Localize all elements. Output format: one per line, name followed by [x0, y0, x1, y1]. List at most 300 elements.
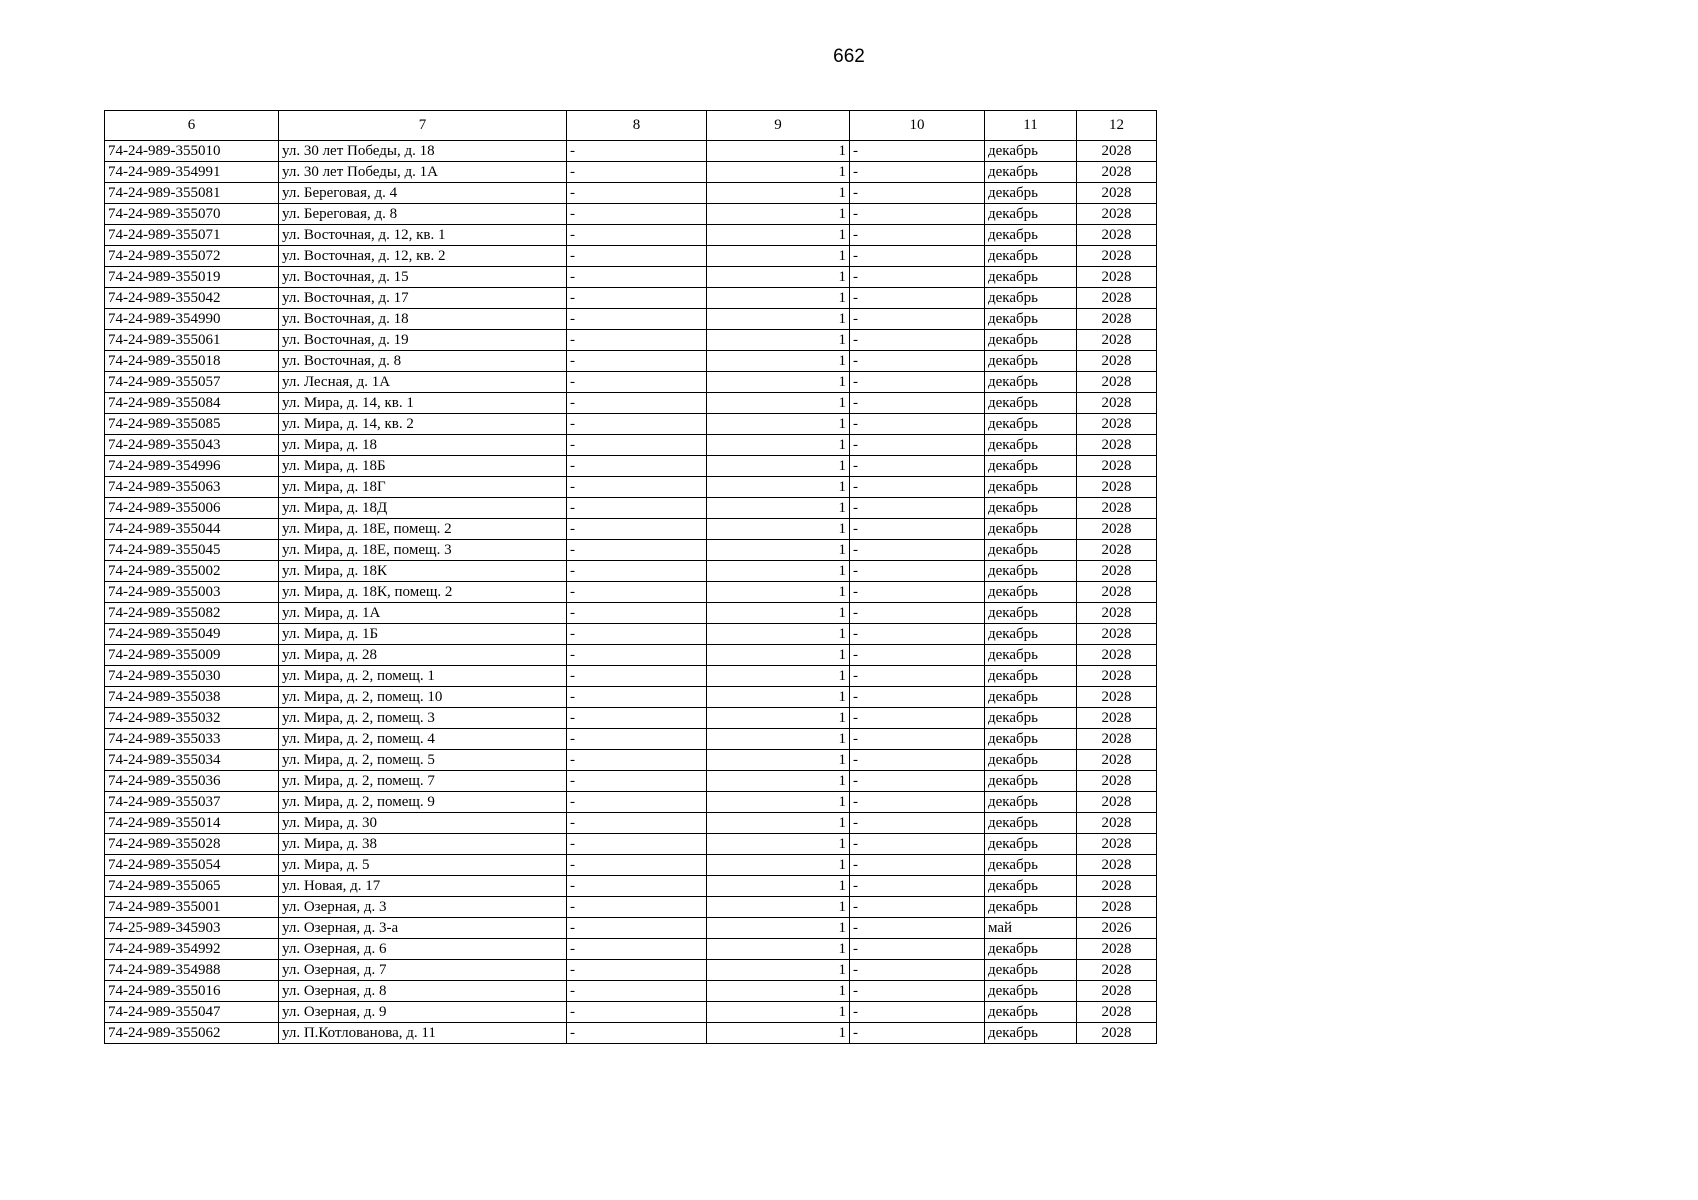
- quantity-cell: 1: [707, 477, 850, 498]
- year-cell: 2028: [1077, 603, 1157, 624]
- object-id-cell: 74-24-989-355047: [105, 1002, 279, 1023]
- table-row: [105, 393, 1157, 414]
- col8-cell: -: [567, 708, 707, 729]
- col8-cell: -: [567, 582, 707, 603]
- object-id-cell: 74-24-989-354990: [105, 309, 279, 330]
- quantity-cell: 1: [707, 288, 850, 309]
- col10-cell: -: [850, 309, 985, 330]
- col8-cell: -: [567, 414, 707, 435]
- col8-cell: -: [567, 960, 707, 981]
- col10-cell: -: [850, 477, 985, 498]
- month-cell: декабрь: [985, 267, 1077, 288]
- address-cell: ул. Береговая, д. 4: [279, 183, 567, 204]
- month-cell: декабрь: [985, 645, 1077, 666]
- year-cell: 2028: [1077, 498, 1157, 519]
- col10-cell: -: [850, 939, 985, 960]
- year-cell: 2028: [1077, 141, 1157, 162]
- col10-cell: -: [850, 435, 985, 456]
- col8-cell: -: [567, 519, 707, 540]
- quantity-cell: 1: [707, 393, 850, 414]
- quantity-cell: 1: [707, 351, 850, 372]
- table-row: [105, 267, 1157, 288]
- address-cell: ул. Мира, д. 18Е, помещ. 3: [279, 540, 567, 561]
- quantity-cell: 1: [707, 750, 850, 771]
- year-cell: 2028: [1077, 666, 1157, 687]
- col10-cell: -: [850, 288, 985, 309]
- col10-cell: -: [850, 897, 985, 918]
- table-row: [105, 708, 1157, 729]
- address-cell: ул. 30 лет Победы, д. 18: [279, 141, 567, 162]
- address-cell: ул. Восточная, д. 15: [279, 267, 567, 288]
- col10-cell: -: [850, 540, 985, 561]
- quantity-cell: 1: [707, 918, 850, 939]
- table-row: [105, 855, 1157, 876]
- month-cell: декабрь: [985, 834, 1077, 855]
- col10-cell: -: [850, 687, 985, 708]
- month-cell: декабрь: [985, 939, 1077, 960]
- quantity-cell: 1: [707, 267, 850, 288]
- object-id-cell: 74-24-989-354996: [105, 456, 279, 477]
- address-cell: ул. П.Котлованова, д. 11: [279, 1023, 567, 1044]
- col10-cell: -: [850, 645, 985, 666]
- object-id-cell: 74-24-989-355081: [105, 183, 279, 204]
- quantity-cell: 1: [707, 141, 850, 162]
- table-row: [105, 792, 1157, 813]
- object-id-cell: 74-24-989-355019: [105, 267, 279, 288]
- table-row: [105, 771, 1157, 792]
- month-cell: декабрь: [985, 435, 1077, 456]
- object-id-cell: 74-24-989-355065: [105, 876, 279, 897]
- table-row: [105, 246, 1157, 267]
- address-cell: ул. Новая, д. 17: [279, 876, 567, 897]
- month-cell: декабрь: [985, 288, 1077, 309]
- month-cell: декабрь: [985, 372, 1077, 393]
- col10-cell: -: [850, 246, 985, 267]
- object-id-cell: 74-24-989-355071: [105, 225, 279, 246]
- col8-cell: -: [567, 603, 707, 624]
- table-row: [105, 435, 1157, 456]
- col8-cell: -: [567, 1002, 707, 1023]
- table-row: [105, 918, 1157, 939]
- quantity-cell: 1: [707, 624, 850, 645]
- object-id-cell: 74-24-989-355063: [105, 477, 279, 498]
- table-row: [105, 519, 1157, 540]
- object-id-cell: 74-24-989-355037: [105, 792, 279, 813]
- header-row: [105, 111, 1157, 141]
- address-cell: ул. Озерная, д. 9: [279, 1002, 567, 1023]
- month-cell: декабрь: [985, 960, 1077, 981]
- address-cell: ул. Восточная, д. 8: [279, 351, 567, 372]
- col8-cell: -: [567, 330, 707, 351]
- object-id-cell: 74-24-989-355085: [105, 414, 279, 435]
- month-cell: декабрь: [985, 708, 1077, 729]
- year-cell: 2028: [1077, 708, 1157, 729]
- year-cell: 2026: [1077, 918, 1157, 939]
- col10-cell: -: [850, 792, 985, 813]
- object-id-cell: 74-25-989-345903: [105, 918, 279, 939]
- table-row: [105, 813, 1157, 834]
- quantity-cell: 1: [707, 834, 850, 855]
- col8-cell: -: [567, 729, 707, 750]
- object-id-cell: 74-24-989-355003: [105, 582, 279, 603]
- address-cell: ул. Мира, д. 5: [279, 855, 567, 876]
- month-cell: декабрь: [985, 393, 1077, 414]
- month-cell: декабрь: [985, 183, 1077, 204]
- table-row: [105, 1023, 1157, 1044]
- year-cell: 2028: [1077, 750, 1157, 771]
- col8-cell: -: [567, 771, 707, 792]
- table-row: [105, 498, 1157, 519]
- quantity-cell: 1: [707, 939, 850, 960]
- quantity-cell: 1: [707, 435, 850, 456]
- col10-cell: -: [850, 393, 985, 414]
- month-cell: декабрь: [985, 1023, 1077, 1044]
- quantity-cell: 1: [707, 771, 850, 792]
- address-cell: ул. 30 лет Победы, д. 1А: [279, 162, 567, 183]
- year-cell: 2028: [1077, 372, 1157, 393]
- col8-cell: -: [567, 645, 707, 666]
- table-row: [105, 330, 1157, 351]
- col8-cell: -: [567, 813, 707, 834]
- col8-cell: -: [567, 855, 707, 876]
- col8-cell: -: [567, 204, 707, 225]
- year-cell: 2028: [1077, 267, 1157, 288]
- month-cell: декабрь: [985, 309, 1077, 330]
- object-id-cell: 74-24-989-354991: [105, 162, 279, 183]
- month-cell: декабрь: [985, 582, 1077, 603]
- col10-cell: -: [850, 1023, 985, 1044]
- table-row: [105, 876, 1157, 897]
- year-cell: 2028: [1077, 393, 1157, 414]
- quantity-cell: 1: [707, 792, 850, 813]
- year-cell: 2028: [1077, 876, 1157, 897]
- col10-cell: -: [850, 456, 985, 477]
- month-cell: декабрь: [985, 246, 1077, 267]
- table-row: [105, 750, 1157, 771]
- object-id-cell: 74-24-989-355054: [105, 855, 279, 876]
- col8-cell: -: [567, 351, 707, 372]
- year-cell: 2028: [1077, 183, 1157, 204]
- month-cell: декабрь: [985, 687, 1077, 708]
- year-cell: 2028: [1077, 225, 1157, 246]
- table-row: [105, 960, 1157, 981]
- object-id-cell: 74-24-989-355044: [105, 519, 279, 540]
- month-cell: декабрь: [985, 225, 1077, 246]
- object-id-cell: 74-24-989-355042: [105, 288, 279, 309]
- col8-cell: -: [567, 981, 707, 1002]
- address-cell: ул. Мира, д. 2, помещ. 9: [279, 792, 567, 813]
- month-cell: декабрь: [985, 204, 1077, 225]
- year-cell: 2028: [1077, 960, 1157, 981]
- object-id-cell: 74-24-989-355014: [105, 813, 279, 834]
- table-row: [105, 981, 1157, 1002]
- col10-cell: -: [850, 1002, 985, 1023]
- quantity-cell: 1: [707, 246, 850, 267]
- object-id-cell: 74-24-989-355018: [105, 351, 279, 372]
- col8-cell: -: [567, 666, 707, 687]
- object-id-cell: 74-24-989-355070: [105, 204, 279, 225]
- table-row: [105, 561, 1157, 582]
- quantity-cell: 1: [707, 1002, 850, 1023]
- month-cell: декабрь: [985, 876, 1077, 897]
- col10-cell: -: [850, 771, 985, 792]
- quantity-cell: 1: [707, 729, 850, 750]
- address-cell: ул. Лесная, д. 1А: [279, 372, 567, 393]
- col8-cell: -: [567, 141, 707, 162]
- year-cell: 2028: [1077, 792, 1157, 813]
- object-id-cell: 74-24-989-355038: [105, 687, 279, 708]
- header-col-7: 7: [279, 111, 567, 141]
- table-row: [105, 624, 1157, 645]
- object-id-cell: 74-24-989-355072: [105, 246, 279, 267]
- address-cell: ул. Мира, д. 2, помещ. 1: [279, 666, 567, 687]
- year-cell: 2028: [1077, 645, 1157, 666]
- table-row: [105, 204, 1157, 225]
- object-id-cell: 74-24-989-355061: [105, 330, 279, 351]
- year-cell: 2028: [1077, 729, 1157, 750]
- col10-cell: -: [850, 372, 985, 393]
- col8-cell: -: [567, 435, 707, 456]
- col10-cell: -: [850, 414, 985, 435]
- header-col-9: 9: [707, 111, 850, 141]
- registry-table: [104, 110, 1157, 1044]
- header-col-11: 11: [985, 111, 1077, 141]
- year-cell: 2028: [1077, 246, 1157, 267]
- table-row: [105, 288, 1157, 309]
- address-cell: ул. Мира, д. 2, помещ. 5: [279, 750, 567, 771]
- col8-cell: -: [567, 183, 707, 204]
- object-id-cell: 74-24-989-355028: [105, 834, 279, 855]
- col10-cell: -: [850, 813, 985, 834]
- month-cell: декабрь: [985, 414, 1077, 435]
- month-cell: декабрь: [985, 498, 1077, 519]
- col10-cell: -: [850, 918, 985, 939]
- month-cell: декабрь: [985, 540, 1077, 561]
- object-id-cell: 74-24-989-354988: [105, 960, 279, 981]
- year-cell: 2028: [1077, 519, 1157, 540]
- col10-cell: -: [850, 876, 985, 897]
- month-cell: май: [985, 918, 1077, 939]
- address-cell: ул. Восточная, д. 17: [279, 288, 567, 309]
- year-cell: 2028: [1077, 561, 1157, 582]
- col10-cell: -: [850, 204, 985, 225]
- month-cell: декабрь: [985, 477, 1077, 498]
- table-row: [105, 351, 1157, 372]
- col8-cell: -: [567, 561, 707, 582]
- object-id-cell: 74-24-989-355030: [105, 666, 279, 687]
- address-cell: ул. Мира, д. 18: [279, 435, 567, 456]
- quantity-cell: 1: [707, 456, 850, 477]
- table-row: [105, 645, 1157, 666]
- month-cell: декабрь: [985, 456, 1077, 477]
- table-row: [105, 666, 1157, 687]
- col8-cell: -: [567, 456, 707, 477]
- col8-cell: -: [567, 309, 707, 330]
- quantity-cell: 1: [707, 708, 850, 729]
- quantity-cell: 1: [707, 225, 850, 246]
- object-id-cell: 74-24-989-355045: [105, 540, 279, 561]
- address-cell: ул. Мира, д. 18Б: [279, 456, 567, 477]
- table-row: [105, 372, 1157, 393]
- quantity-cell: 1: [707, 603, 850, 624]
- address-cell: ул. Мира, д. 28: [279, 645, 567, 666]
- year-cell: 2028: [1077, 456, 1157, 477]
- quantity-cell: 1: [707, 309, 850, 330]
- object-id-cell: 74-24-989-355006: [105, 498, 279, 519]
- quantity-cell: 1: [707, 645, 850, 666]
- col10-cell: -: [850, 225, 985, 246]
- object-id-cell: 74-24-989-355036: [105, 771, 279, 792]
- address-cell: ул. Мира, д. 14, кв. 1: [279, 393, 567, 414]
- col10-cell: -: [850, 561, 985, 582]
- table-row: [105, 729, 1157, 750]
- quantity-cell: 1: [707, 414, 850, 435]
- col10-cell: -: [850, 603, 985, 624]
- col10-cell: -: [850, 708, 985, 729]
- address-cell: ул. Мира, д. 14, кв. 2: [279, 414, 567, 435]
- address-cell: ул. Мира, д. 1А: [279, 603, 567, 624]
- year-cell: 2028: [1077, 624, 1157, 645]
- month-cell: декабрь: [985, 666, 1077, 687]
- address-cell: ул. Озерная, д. 8: [279, 981, 567, 1002]
- address-cell: ул. Озерная, д. 3-а: [279, 918, 567, 939]
- col10-cell: -: [850, 351, 985, 372]
- year-cell: 2028: [1077, 582, 1157, 603]
- month-cell: декабрь: [985, 624, 1077, 645]
- quantity-cell: 1: [707, 204, 850, 225]
- year-cell: 2028: [1077, 855, 1157, 876]
- col8-cell: -: [567, 918, 707, 939]
- col10-cell: -: [850, 960, 985, 981]
- month-cell: декабрь: [985, 750, 1077, 771]
- quantity-cell: 1: [707, 855, 850, 876]
- col8-cell: -: [567, 246, 707, 267]
- quantity-cell: 1: [707, 981, 850, 1002]
- object-id-cell: 74-24-989-355001: [105, 897, 279, 918]
- table-row: [105, 939, 1157, 960]
- year-cell: 2028: [1077, 330, 1157, 351]
- address-cell: ул. Восточная, д. 18: [279, 309, 567, 330]
- col10-cell: -: [850, 624, 985, 645]
- quantity-cell: 1: [707, 582, 850, 603]
- address-cell: ул. Мира, д. 18Г: [279, 477, 567, 498]
- quantity-cell: 1: [707, 666, 850, 687]
- col10-cell: -: [850, 141, 985, 162]
- address-cell: ул. Озерная, д. 7: [279, 960, 567, 981]
- object-id-cell: 74-24-989-355049: [105, 624, 279, 645]
- object-id-cell: 74-24-989-355032: [105, 708, 279, 729]
- quantity-cell: 1: [707, 162, 850, 183]
- table-row: [105, 687, 1157, 708]
- quantity-cell: 1: [707, 498, 850, 519]
- table-row: [105, 225, 1157, 246]
- quantity-cell: 1: [707, 813, 850, 834]
- col10-cell: -: [850, 981, 985, 1002]
- header-col-8: 8: [567, 111, 707, 141]
- quantity-cell: 1: [707, 897, 850, 918]
- table-header: [105, 111, 1157, 141]
- col10-cell: -: [850, 183, 985, 204]
- address-cell: ул. Мира, д. 1Б: [279, 624, 567, 645]
- address-cell: ул. Мира, д. 2, помещ. 10: [279, 687, 567, 708]
- month-cell: декабрь: [985, 519, 1077, 540]
- month-cell: декабрь: [985, 897, 1077, 918]
- object-id-cell: 74-24-989-355009: [105, 645, 279, 666]
- table-row: [105, 162, 1157, 183]
- month-cell: декабрь: [985, 981, 1077, 1002]
- col10-cell: -: [850, 267, 985, 288]
- table-row: [105, 897, 1157, 918]
- col10-cell: -: [850, 855, 985, 876]
- address-cell: ул. Озерная, д. 3: [279, 897, 567, 918]
- year-cell: 2028: [1077, 309, 1157, 330]
- address-cell: ул. Мира, д. 18К, помещ. 2: [279, 582, 567, 603]
- col10-cell: -: [850, 834, 985, 855]
- month-cell: декабрь: [985, 813, 1077, 834]
- month-cell: декабрь: [985, 351, 1077, 372]
- col8-cell: -: [567, 876, 707, 897]
- address-cell: ул. Восточная, д. 12, кв. 2: [279, 246, 567, 267]
- month-cell: декабрь: [985, 162, 1077, 183]
- col10-cell: -: [850, 582, 985, 603]
- object-id-cell: 74-24-989-355084: [105, 393, 279, 414]
- object-id-cell: 74-24-989-355016: [105, 981, 279, 1002]
- header-col-6: 6: [105, 111, 279, 141]
- address-cell: ул. Мира, д. 18Е, помещ. 2: [279, 519, 567, 540]
- table-row: [105, 582, 1157, 603]
- col8-cell: -: [567, 162, 707, 183]
- month-cell: декабрь: [985, 729, 1077, 750]
- year-cell: 2028: [1077, 351, 1157, 372]
- table-row: [105, 141, 1157, 162]
- table-row: [105, 456, 1157, 477]
- address-cell: ул. Береговая, д. 8: [279, 204, 567, 225]
- month-cell: декабрь: [985, 792, 1077, 813]
- col8-cell: -: [567, 939, 707, 960]
- col8-cell: -: [567, 288, 707, 309]
- year-cell: 2028: [1077, 813, 1157, 834]
- month-cell: декабрь: [985, 771, 1077, 792]
- object-id-cell: 74-24-989-355033: [105, 729, 279, 750]
- table-row: [105, 834, 1157, 855]
- year-cell: 2028: [1077, 204, 1157, 225]
- address-cell: ул. Мира, д. 2, помещ. 4: [279, 729, 567, 750]
- address-cell: ул. Восточная, д. 19: [279, 330, 567, 351]
- table-row: [105, 477, 1157, 498]
- month-cell: декабрь: [985, 561, 1077, 582]
- object-id-cell: 74-24-989-355043: [105, 435, 279, 456]
- quantity-cell: 1: [707, 183, 850, 204]
- year-cell: 2028: [1077, 1002, 1157, 1023]
- col8-cell: -: [567, 225, 707, 246]
- col8-cell: -: [567, 267, 707, 288]
- address-cell: ул. Восточная, д. 12, кв. 1: [279, 225, 567, 246]
- table-body: [105, 141, 1157, 1044]
- col8-cell: -: [567, 393, 707, 414]
- object-id-cell: 74-24-989-355010: [105, 141, 279, 162]
- object-id-cell: 74-24-989-355034: [105, 750, 279, 771]
- quantity-cell: 1: [707, 960, 850, 981]
- year-cell: 2028: [1077, 834, 1157, 855]
- address-cell: ул. Мира, д. 30: [279, 813, 567, 834]
- page-number: 662: [833, 46, 865, 67]
- col8-cell: -: [567, 834, 707, 855]
- quantity-cell: 1: [707, 1023, 850, 1044]
- address-cell: ул. Озерная, д. 6: [279, 939, 567, 960]
- col8-cell: -: [567, 1023, 707, 1044]
- year-cell: 2028: [1077, 939, 1157, 960]
- col10-cell: -: [850, 519, 985, 540]
